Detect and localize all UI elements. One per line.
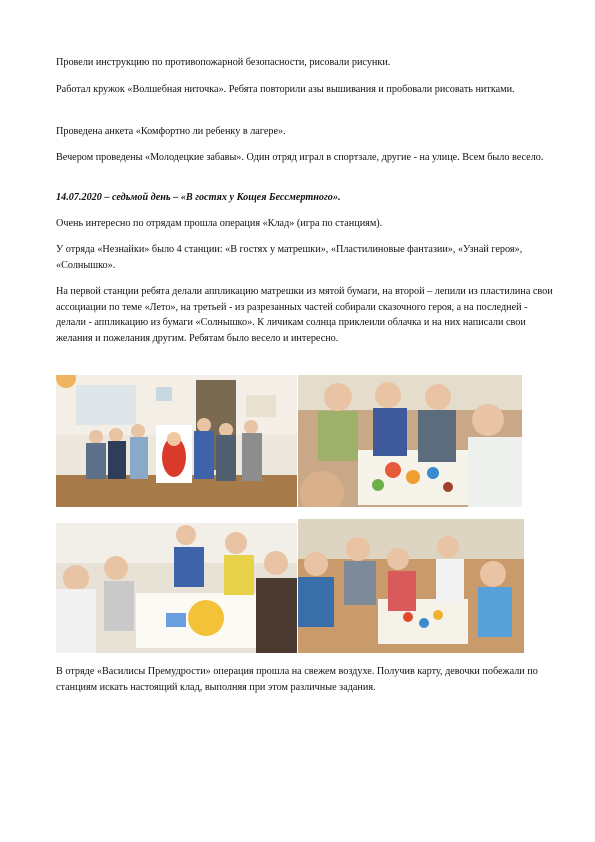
photo-children-sun-applique bbox=[56, 523, 297, 653]
day-heading: 14.07.2020 – седьмой день – «В гостях у Кощея Бессмертного». bbox=[56, 192, 341, 203]
paragraph-survey: Проведена анкета «Комфортно ли ребенку в лагере». bbox=[56, 126, 286, 137]
photo-children-with-matryoshka bbox=[56, 375, 297, 507]
paragraph-magic-thread-club: Работал кружок «Волшебная ниточка». Ребята повторили азы вышивания и пробовали рисовать нитками. bbox=[56, 84, 515, 95]
paragraph-fire-safety: Провели инструкцию по противопожарной безопасности, рисовали рисунки. bbox=[56, 57, 391, 68]
photo-children-at-table-craft bbox=[298, 375, 522, 507]
photo-children-table-game bbox=[298, 519, 524, 653]
paragraph-evening-games: Вечером проведены «Молодецкие забавы». Один отряд играл в спортзале, другие - на улице. Всем было весело. bbox=[56, 152, 544, 163]
paragraph-vasilisa-squad: В отряде «Василисы Премудрости» операция прошла на свежем воздухе. Получив карту, девочки побежали по станциям искать настоящий клад, выполняя при этом различные задания. bbox=[56, 666, 538, 693]
paragraph-stations-description: На первой станции ребята делали аппликацию матрешки из мятой бумаги, на второй – лепили из пластилина свои ассоциации по теме «Лето», на третьей - из разрезанных частей собирали сказочного героя, а на последней - делали - аппликацию из бумаги «Солнышко». К личикам солнца приклеили облачка и на них написали свои желания и пожелания другим. Ребятам было весело и интересно. bbox=[56, 286, 553, 344]
paragraph-neznayki-stations: У отряда «Незнайки» было 4 станции: «В гостях у матрешки», «Пластилиновые фантазии», «Узнай героя», «Солнышко». bbox=[56, 244, 523, 271]
paragraph-treasure-operation: Очень интересно по отрядам прошла операция «Клад» (игра по станциям). bbox=[56, 218, 383, 229]
